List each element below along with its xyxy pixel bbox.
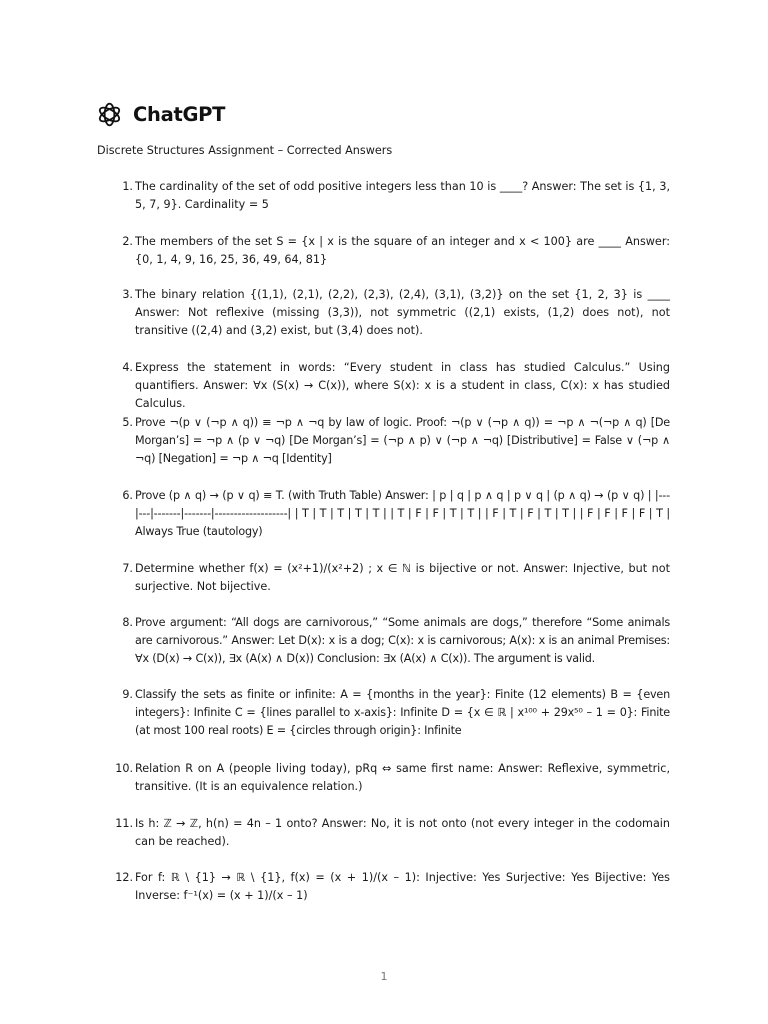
document-title: Discrete Structures Assignment – Corrected Answers [97,144,393,157]
brand-name: ChatGPT [133,102,226,126]
question-text: Prove ¬(p ∨ (¬p ∧ q)) ≡ ¬p ∧ ¬q by law of logic. Proof: ¬(p ∨ (¬p ∧ q)) = ¬p ∧ ¬(¬p ∧ q) [De Morgan’s] = ¬p ∧ (p ∨ ¬q) [De Morgan’s] = (¬p ∧ p) ∨ (¬p ∧ ¬q) [Distributive] = False ∨ (¬p ∧ ¬q) [Negation] = ¬p ∧ ¬q [Identity] [135,416,670,465]
question-text: Relation R on A (people living today), pRq ⇔ same first name: Answer: Reflexive, symmetric, transitive. (It is an equivalence relation.) [135,762,670,793]
question-number: 10. [115,762,133,775]
question-text: Is h: ℤ → ℤ, h(n) = 4n – 1 onto? Answer: No, it is not onto (not every integer in the codomain can be reached). [135,817,670,848]
question-text: Classify the sets as finite or infinite: A = {months in the year}: Finite (12 elements) B = {even integers}: Infinite C = {lines parallel to x-axis}: Infinite D = {x ∈ ℝ | x¹⁰⁰ + 29x⁵⁰ – 1 = 0}: Finite (at most 100 real roots) E = {circles through origin}: Infinite [135,688,670,737]
page-number: 1 [380,970,388,983]
question-number: 1. [122,180,133,193]
question-number: 5. [122,416,133,429]
question-text: Prove argument: “All dogs are carnivorous,” “Some animals are dogs,” therefore “Some animals are carnivorous.” Answer: Let D(x): x is a dog; C(x): x is carnivorous; A(x): x is an animal Premises: ∀x (D(x) → C(x)), ∃x (A(x) ∧ D(x)) Conclusion: ∃x (A(x) ∧ C(x)). The argument is valid. [135,616,670,665]
question-number: 6. [122,489,133,502]
brand-header [96,100,225,128]
question-number: 8. [122,616,133,629]
question-number: 2. [122,235,133,248]
question-number: 7. [122,562,133,575]
question-text: Prove (p ∧ q) → (p ∨ q) ≡ T. (with Truth Table) Answer: | p | q | p ∧ q | p ∨ q | (p ∧ q) → (p ∨ q) | |---|---|-------|-------|-------------------| | T | T | T | T | T | | T | F | F | T | T | | F | T | F | T | T | | F | F | F | F | T | Always True (tautology) [135,489,670,538]
question-number: 12. [115,871,133,884]
question-text: For f: ℝ \ {1} → ℝ \ {1}, f(x) = (x + 1)/(x – 1): Injective: Yes Surjective: Yes Bijective: Yes Inverse: f⁻¹(x) = (x + 1)/(x – 1) [135,871,670,902]
question-text: Determine whether f(x) = (x²+1)/(x²+2) ; x ∈ ℕ is bijective or not. Answer: Injective, but not surjective. Not bijective. [135,562,670,593]
question-number: 9. [122,688,133,701]
question-number: 3. [122,288,133,301]
openai-logo-icon [96,101,123,128]
question-text: The binary relation {(1,1), (2,1), (2,2), (2,3), (2,4), (3,1), (3,2)} on the set {1, 2, 3} is ____ Answer: Not reflexive (missing (3,3)), not symmetric ((2,1) exists, (1,2) does not), not transitive ((2,4) and (3,2) exist, but (3,4) does not). [135,288,670,337]
question-number: 4. [122,361,133,374]
question-text: Express the statement in words: “Every student in class has studied Calculus.” Using quantifiers. Answer: ∀x (S(x) → C(x)), where S(x): x is a student in class, C(x): x has studied Calculus. [135,361,670,410]
question-text: The cardinality of the set of odd positive integers less than 10 is ____? Answer: The set is {1, 3, 5, 7, 9}. Cardinality = 5 [135,180,670,211]
question-text: The members of the set S = {x | x is the square of an integer and x < 100} are ____ Answer: {0, 1, 4, 9, 16, 25, 36, 49, 64, 81} [135,235,670,266]
question-number: 11. [115,817,133,830]
